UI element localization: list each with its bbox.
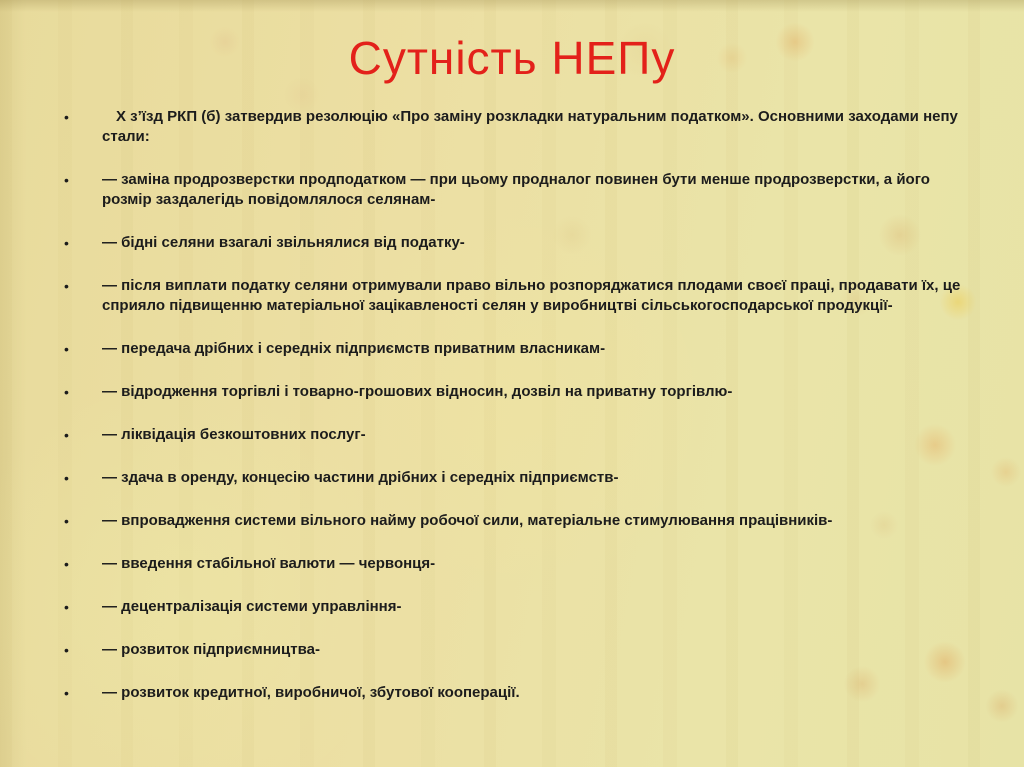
bullet-item [62,597,962,617]
bullet-item [62,468,962,488]
bullet-icon: • [64,642,69,658]
slide-title: Сутність НЕПу [348,32,676,84]
bullet-item [62,170,962,210]
bullet-text: — ліквідація безкоштовних послуг- [102,426,366,443]
bullet-icon: • [64,109,69,125]
bullet-text: — передача дрібних і середніх підприємств приватним власникам- [102,340,606,357]
bullet-text: — введення стабільної валюти — червонця- [102,555,436,572]
bullet-icon: • [64,341,69,357]
bullet-text: — децентралізація системи управління- [102,598,402,615]
bullet-text: — бідні селяни взагалі звільнялися від податку- [102,234,465,251]
bullet-icon: • [64,556,69,572]
bullet-list [62,107,962,703]
bullet-text: — розвиток кредитної, виробничої, збутової кооперації. [102,684,520,701]
bullet-text: — заміна продрозверстки продподатком — при цьому продналог повинен бути менше продрозверстки, а його розмір заздалегідь повідомлялося селянам- [102,171,930,208]
bullet-item [62,276,962,316]
bullet-icon: • [64,513,69,529]
bullet-item [62,425,962,445]
bullet-icon: • [64,278,69,294]
bullet-text: — відродження торгівлі і товарно-грошових відносин, дозвіл на приватну торгівлю- [102,383,733,400]
bullet-icon: • [64,172,69,188]
bullet-item [62,554,962,574]
bullet-item [62,339,962,359]
bullet-item [62,382,962,402]
bullet-text: — впровадження системи вільного найму робочої сили, матеріальне стимулювання працівників- [102,512,833,529]
bullet-item [62,683,962,703]
bullet-item [62,233,962,253]
bullet-item [62,640,962,660]
bullet-text: — після виплати податку селяни отримували право вільно розпоряджатися плодами своєї праці, продавати їх, це сприяло підвищенню матеріальної зацікавленості селян у виробництві сільськогосподарської продукції- [102,277,961,314]
bullet-icon: • [64,470,69,486]
bullet-item [62,107,962,147]
bullet-icon: • [64,235,69,251]
bullet-icon: • [64,685,69,701]
bullet-icon: • [64,427,69,443]
bullet-text: — здача в оренду, концесію частини дрібних і середніх підприємств- [102,469,619,486]
bullet-icon: • [64,384,69,400]
bullet-text: Х з’їзд РКП (б) затвердив резолюцію «Про заміну розкладки натуральним податком». Основними заходами непу стали: [102,108,958,145]
bullet-item [62,511,962,531]
bullet-text: — розвиток підприємництва- [102,641,320,658]
bullet-icon: • [64,599,69,615]
